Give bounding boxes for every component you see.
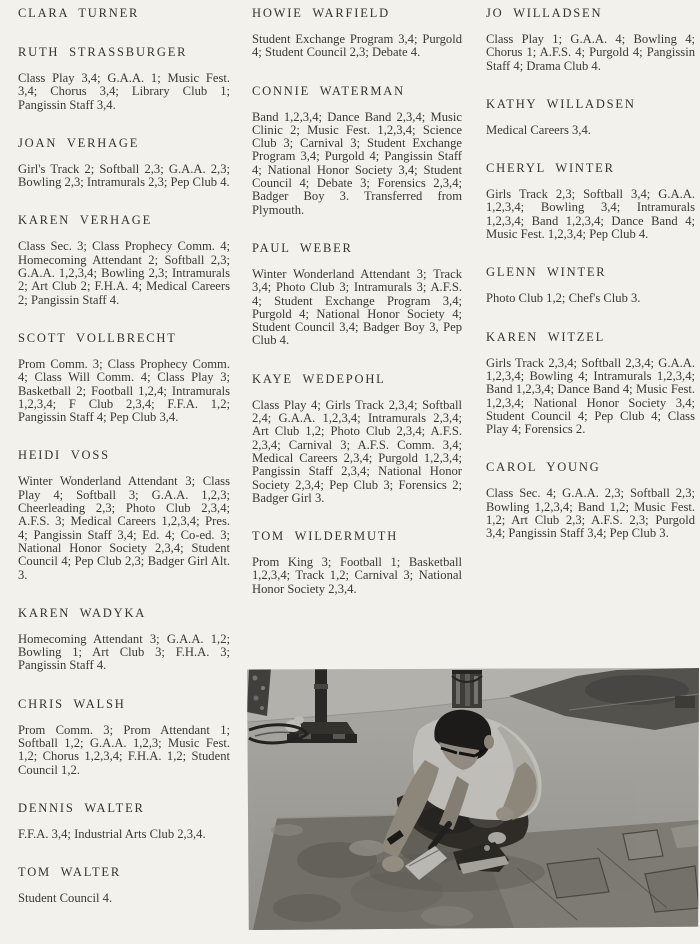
student-photo-illustration <box>247 668 699 930</box>
student-activities: Student Council 4. <box>18 891 113 906</box>
student-name: CLARA TURNER <box>18 6 140 20</box>
student-activities: Class Play 3,4; G.A.A. 1; Music Fest. 3,4; Chorus 3,4; Library Club 1; Pangissin Staff 3,4. <box>18 71 230 112</box>
student-activities: Class Play 1; G.A.A. 4; Bowling 4; Chorus 1; A.F.S. 4; Purgold 4; Pangissin Staff 4; Drama Club 4. <box>486 32 695 73</box>
student-entry <box>252 241 462 348</box>
student-name: TOM WILDERMUTH <box>252 529 399 544</box>
student-activities: Class Sec. 4; G.A.A. 2,3; Softball 2,3; Bowling 1,2,3,4; Band 1,2; Music Fest. 1,2; Art Club 2,3; A.F.S. 2,3; Purgold 3,4; Pangissin Staff 3,4; Pep Club 3. <box>486 486 695 541</box>
student-activities: Band 1,2,3,4; Dance Band 2,3,4; Music Clinic 2; Music Fest. 1,2,3,4; Science Club 3; Carnival 3; Student Exchange Program 3,4; Purgold 4; Pangissin Staff 4; National Honor Society 3,4; Student Council 4; Debate 3; Forensics 2,3,4; Badger Boy 3. Transferred from Plymouth. <box>252 109 462 217</box>
student-name: HOWIE WARFIELD <box>252 6 390 20</box>
student-name: KAREN VERHAGE <box>18 213 153 228</box>
student-activities: Winter Wonderland Attendant 3; Track 3,4; Photo Club 3; Intramurals 3; A.F.S. 4; Student Exchange Program 3,4; Purgold 4; National Honor Society 4; Student Council 3,4; Badger Boy 3, Pep Club 4. <box>252 266 462 348</box>
student-name: CHERYL WINTER <box>486 161 615 176</box>
student-name: RUTH STRASSBURGER <box>18 45 188 59</box>
student-activities: Girl's Track 2; Softball 2,3; G.A.A. 2,3; Bowling 2,3; Intramurals 2,3; Pep Club 4. <box>18 161 230 190</box>
student-entry <box>18 801 230 841</box>
activities-column-2 <box>252 6 462 620</box>
student-name: JO WILLADSEN <box>486 6 603 20</box>
student-activities: Class Play 4; Girls Track 2,3,4; Softball 2,4; G.A.A. 1,2,3,4; Intramurals 2,3,4; Art Club 1,2; Photo Club 2,3,4; A.F.S. 2,3,4; Carnival 3; A.F.S. Comm. 3,4; Medical Careers 2,3,4; Purgold 1,2,3,4; Pangissin Staff 2,3,4; National Honor Society 2,3,4; Pep Club 3; Forensics 2; Badger Girl 3. <box>252 397 462 505</box>
student-entry <box>18 331 230 424</box>
student-activities: Prom Comm. 3; Class Prophecy Comm. 4; Class Will Comm. 4; Class Play 3; Basketball 2; Football 1,2,4; Intramurals 1,2,3,4; F Club 2,3,4; F.F.A. 1,2; Pangissin Staff 4; Pep Club 3,4. <box>18 356 230 425</box>
student-entry <box>486 460 695 540</box>
student-activities: Homecoming Attendant 3; G.A.A. 1,2; Bowling 1; Art Club 3; F.H.A. 3; Pangissin Staff 4. <box>18 631 230 673</box>
student-name: KATHY WILLADSEN <box>486 96 636 111</box>
student-entry <box>252 529 462 596</box>
student-name: PAUL WEBER <box>252 240 353 255</box>
student-name: CONNIE WATERMAN <box>252 83 405 98</box>
student-entry <box>486 330 695 437</box>
student-entry <box>18 213 230 306</box>
student-entry <box>252 84 462 217</box>
student-entry <box>252 372 462 505</box>
student-activities: Class Sec. 3; Class Prophecy Comm. 4; Homecoming Attendant 2; Softball 2,3; G.A.A. 1,2,3,4; Bowling 2,3; Intramurals 2; Art Club 2; F.H.A. 4; Medical Careers 2; Pangissin Staff 4. <box>18 239 230 307</box>
activities-column-1 <box>18 6 230 930</box>
student-entry <box>18 606 230 673</box>
student-name: KAYE WEDEPOHL <box>252 371 386 386</box>
student-activities: Prom Comm. 3; Prom Attendant 1; Softball 1,2; G.A.A. 1,2,3; Music Fest. 1,2; Chorus 1,2,3,4; F.H.A. 1,2; Student Council 1,2. <box>18 722 230 777</box>
student-entry <box>252 6 462 60</box>
student-entry <box>18 697 230 777</box>
student-name: JOAN VERHAGE <box>18 135 140 150</box>
student-name: HEIDI VOSS <box>18 448 110 463</box>
student-activities: Winter Wonderland Attendant 3; Class Play 4; Softball 3; G.A.A. 1,2,3; Cheerleading 2,3; Photo Club 2,3,4; A.F.S. 3; Medical Careers 1,2,3,4; Pres. 4; Pangissin Staff 3,4; Ed. 4; Co-ed. 3; National Honor Society 2,3,4; Student Council 4; Pep Club 2,3; Badger Girl Alt. 3. <box>18 474 230 582</box>
student-entry <box>18 45 230 112</box>
student-name: SCOTT VOLLBRECHT <box>18 330 177 345</box>
student-entry <box>486 97 695 137</box>
student-entry <box>486 265 695 305</box>
student-name: GLENN WINTER <box>486 265 607 280</box>
student-activities: Student Exchange Program 3,4; Purgold 4; Student Council 2,3; Debate 4. <box>252 32 462 60</box>
student-entry <box>18 136 230 190</box>
student-name: CHRIS WALSH <box>18 696 126 711</box>
student-name: KAREN WITZEL <box>486 329 606 344</box>
student-entry <box>18 448 230 581</box>
student-activities: Photo Club 1,2; Chef's Club 3. <box>486 291 641 306</box>
student-name: CAROL YOUNG <box>486 460 601 475</box>
student-name: TOM WALTER <box>18 865 121 880</box>
student-activities: Girls Track 2,3; Softball 3,4; G.A.A. 1,2,3,4; Bowling 3,4; Intramurals 1,2,3,4; Band 1,2,3,4; Dance Band 4; Music Fest. 1,2,3,4; Pep Club 4. <box>486 187 695 242</box>
student-activities: Medical Careers 3,4. <box>486 122 591 137</box>
student-activities: Prom King 3; Football 1; Basketball 1,2,3,4; Track 1,2; Carnival 3; National Honor Society 2,3,4. <box>252 555 462 596</box>
student-name: KAREN WADYKA <box>18 605 147 620</box>
activities-column-3 <box>486 6 695 565</box>
student-activities: F.F.A. 3,4; Industrial Arts Club 2,3,4. <box>18 826 206 841</box>
student-activities: Girls Track 2,3,4; Softball 2,3,4; G.A.A. 1,2,3,4; Bowling 4; Intramurals 1,2,3,4; Band 1,2,3,4; Dance Band 4; Music Fest. 1,2,3,4; National Honor Society 3,4; Student Council 4; Pep Club 4; Class Play 4; Forensics 2. <box>486 355 695 437</box>
student-entry <box>18 865 230 905</box>
student-photo <box>247 668 699 930</box>
student-entry <box>486 6 695 73</box>
student-entry <box>486 161 695 241</box>
student-entry <box>18 6 230 21</box>
student-name: DENNIS WALTER <box>18 800 145 815</box>
